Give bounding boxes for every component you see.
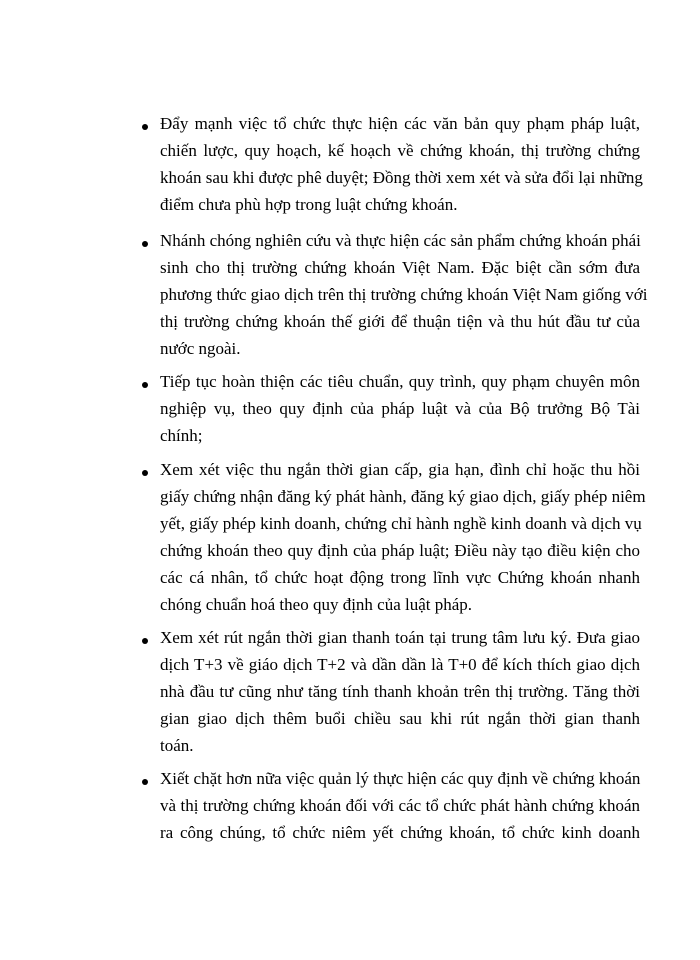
text-line: chính;	[160, 426, 203, 445]
bullet-text	[160, 624, 640, 759]
bullet-item	[140, 227, 648, 362]
bullet-text	[160, 456, 646, 618]
text-line: toán.	[160, 736, 194, 755]
bullet-text	[160, 368, 640, 449]
text-line: khoán sau khi được phê duyệt; Đồng thời xem xét và sửa đổi lại những	[160, 168, 643, 187]
text-line: Xem xét rút ngắn thời gian thanh toán tại trung tâm lưu ký. Đưa giao	[160, 628, 640, 647]
text-line: nhà đầu tư cũng như tăng tính thanh khoản trên thị trường. Tăng thời	[160, 682, 640, 701]
text-line: giấy chứng nhận đăng ký phát hành, đăng ký giao dịch, giấy phép niêm	[160, 487, 646, 506]
bullet-dot-icon	[142, 638, 148, 644]
text-line: và thị trường chứng khoán đối với các tổ chức phát hành chứng khoán	[160, 796, 640, 815]
text-line: dịch T+3 về giáo dịch T+2 và dần dần là T+0 để kích thích giao dịch	[160, 655, 640, 674]
bullet-dot-icon	[142, 382, 148, 388]
text-line: thị trường chứng khoán thế giới để thuận tiện và thu hút đầu tư của	[160, 312, 640, 331]
bullet-item	[140, 765, 640, 846]
text-line: nước ngoài.	[160, 339, 241, 358]
text-line: Xiết chặt hơn nữa việc quản lý thực hiện các quy định về chứng khoán	[160, 769, 641, 788]
text-line: Tiếp tục hoàn thiện các tiêu chuẩn, quy trình, quy phạm chuyên môn	[160, 372, 640, 391]
text-line: chứng khoán theo quy định của pháp luật; Điều này tạo điều kiện cho	[160, 541, 640, 560]
text-line: chóng chuẩn hoá theo quy định của luật pháp.	[160, 595, 473, 614]
text-line: nghiệp vụ, theo quy định của pháp luật và của Bộ trưởng Bộ Tài	[160, 399, 640, 418]
bullet-dot-icon	[142, 779, 148, 785]
text-line: Đẩy mạnh việc tổ chức thực hiện các văn bản quy phạm pháp luật,	[160, 114, 640, 133]
bullet-item	[140, 624, 640, 759]
bullet-dot-icon	[142, 470, 148, 476]
text-line: các cá nhân, tổ chức hoạt động trong lĩnh vực Chứng khoán nhanh	[160, 568, 640, 587]
bullet-text	[160, 765, 640, 846]
bullet-item	[140, 368, 640, 449]
text-line: Nhánh chóng nghiên cứu và thực hiện các sản phẩm chứng khoán phái	[160, 231, 641, 250]
text-line: ra công chúng, tổ chức niêm yết chứng khoán, tổ chức kinh doanh	[160, 823, 640, 842]
text-line: sinh cho thị trường chứng khoán Việt Nam. Đặc biệt cần sớm đưa	[160, 258, 640, 277]
text-line: điểm chưa phù hợp trong luật chứng khoán.	[160, 195, 458, 214]
bullet-text	[160, 227, 648, 362]
text-line: yết, giấy phép kinh doanh, chứng chỉ hành nghề kinh doanh và dịch vụ	[160, 514, 642, 533]
text-line: Xem xét việc thu ngắn thời gian cấp, gia hạn, đình chỉ hoặc thu hồi	[160, 460, 640, 479]
bullet-item	[140, 110, 643, 218]
bullet-dot-icon	[142, 241, 148, 247]
bullet-dot-icon	[142, 124, 148, 130]
text-line: chiến lược, quy hoạch, kế hoạch về chứng khoán, thị trường chứng	[160, 141, 640, 160]
bullet-item	[140, 456, 646, 618]
bullet-text	[160, 110, 643, 218]
text-line: phương thức giao dịch trên thị trường chứng khoán Việt Nam giống với	[160, 285, 648, 304]
text-line: gian giao dịch thêm buổi chiều sau khi rút ngắn thời gian thanh	[160, 709, 640, 728]
